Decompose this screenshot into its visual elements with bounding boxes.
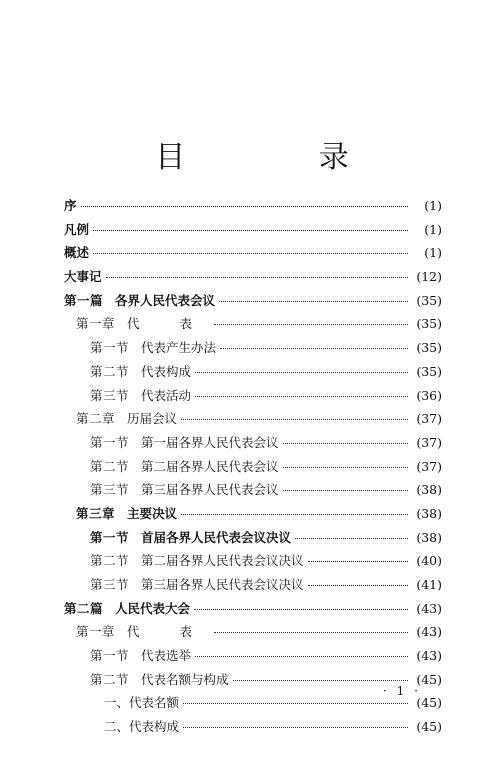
toc-page-number: (12) — [416, 269, 442, 285]
dot-leader — [220, 348, 408, 349]
toc-entry-number: 第一节 — [90, 648, 130, 664]
toc-entry-number: 第一章 — [76, 316, 116, 332]
toc-page-number: (38) — [416, 482, 442, 498]
toc-entry-title: 历届会议 — [127, 411, 178, 427]
toc-entry-section[interactable] — [64, 336, 442, 360]
toc-entry-number: 第三节 — [90, 387, 130, 403]
page-number: · 1 · — [383, 684, 421, 698]
toc-entry-section[interactable] — [64, 644, 442, 668]
toc-entry-section[interactable] — [64, 478, 442, 502]
toc-entry-number: 第二节 — [90, 458, 130, 474]
dot-leader — [195, 372, 408, 373]
toc-entry-title: 各界人民代表会议 — [115, 292, 216, 308]
toc-entry-section[interactable] — [64, 431, 442, 455]
toc-entry-number: 第一章 — [76, 624, 116, 640]
toc-entry-number: 第三节 — [90, 482, 130, 498]
toc-page-number: (45) — [416, 695, 442, 711]
dot-leader — [308, 585, 408, 586]
dot-leader — [106, 277, 408, 278]
toc-entry-number: 第二节 — [90, 671, 130, 687]
toc-entry-title: 代表构成 — [141, 363, 192, 379]
toc-entry-title: 第三届各界人民代表会议决议 — [141, 577, 304, 592]
toc-page-number: (1) — [424, 245, 442, 261]
toc-entry-subsection[interactable] — [64, 715, 442, 739]
toc-entry-part-2[interactable] — [64, 597, 442, 621]
toc-entry-section[interactable] — [64, 455, 442, 479]
toc-page-number: (38) — [416, 505, 442, 521]
dot-leader — [295, 538, 408, 539]
toc-entry-title: 主要决议 — [127, 505, 178, 521]
toc-entry-title: 概述 — [64, 245, 90, 261]
toc-entry-title: 第二届各界人民代表会议决议 — [141, 553, 304, 569]
dot-leader — [308, 561, 408, 562]
toc-page-number: (40) — [416, 553, 442, 569]
toc-entry-chronicle[interactable] — [64, 265, 442, 289]
dot-leader — [219, 301, 408, 302]
dot-leader — [195, 656, 408, 657]
toc-entry-title: 代表选举 — [141, 648, 192, 664]
dot-leader — [181, 419, 408, 420]
toc-entry-number: 第一节 — [90, 434, 130, 450]
toc-entry-number: 第二篇 — [64, 600, 104, 616]
toc-entry-number: 第一篇 — [64, 292, 104, 308]
dot-leader — [283, 490, 408, 491]
toc-page-number: (36) — [416, 387, 442, 403]
toc-page-number: (43) — [416, 648, 442, 664]
toc-page-number: (35) — [416, 292, 442, 308]
toc-entry-section[interactable] — [64, 549, 442, 573]
toc-entry-section[interactable] — [64, 526, 442, 550]
toc-entry-overview[interactable] — [64, 241, 442, 265]
toc-page-number: (35) — [416, 363, 442, 379]
toc-entry-title: 一、代表名额 — [104, 695, 180, 711]
toc-entry-number: 第一节 — [90, 340, 130, 356]
toc-entry-title: 首届各界人民代表会议决议 — [141, 529, 292, 545]
toc-page-number: (38) — [416, 529, 442, 545]
toc-entry-chapter[interactable] — [64, 407, 442, 431]
toc-entry-chapter[interactable] — [64, 502, 442, 526]
toc-entry-section[interactable] — [64, 384, 442, 408]
toc-page-number: (43) — [416, 600, 442, 616]
toc-entry-guide[interactable] — [64, 218, 442, 242]
toc-entry-preface[interactable] — [64, 194, 442, 218]
dot-leader — [81, 206, 408, 207]
toc-entry-title: 第一届各界人民代表会议 — [141, 434, 279, 450]
toc-page-number: (37) — [416, 434, 442, 450]
dot-leader — [233, 680, 408, 681]
dot-leader — [214, 324, 408, 325]
toc-entry-title: 代 表 — [127, 624, 210, 640]
dot-leader — [93, 253, 408, 254]
toc-entry-number: 第二章 — [76, 411, 116, 427]
toc-entry-number: 第三章 — [76, 505, 116, 521]
dot-leader — [283, 443, 408, 444]
dot-leader — [181, 514, 408, 515]
toc-page-number: (41) — [416, 577, 442, 592]
toc-entry-title: 大事记 — [64, 269, 102, 285]
toc-entry-chapter[interactable] — [64, 312, 442, 336]
toc-page-number: (43) — [416, 624, 442, 640]
page-title: 目 录 — [155, 140, 411, 175]
toc-entry-chapter[interactable] — [64, 620, 442, 644]
toc-entry-section[interactable] — [64, 573, 442, 597]
dot-leader — [195, 396, 408, 397]
toc-entry-title: 二、代表构成 — [104, 719, 180, 735]
dot-leader — [183, 727, 408, 728]
toc-page-number: (35) — [416, 340, 442, 356]
toc-entry-title: 凡例 — [64, 221, 90, 237]
toc-entry-part-1[interactable] — [64, 289, 442, 313]
toc-entry-title: 人民代表大会 — [115, 600, 191, 616]
toc-entry-title: 代 表 — [127, 316, 210, 332]
toc-entry-title: 代表名额与构成 — [141, 671, 229, 687]
toc-page-number: (1) — [424, 198, 442, 213]
toc-entry-number: 第二节 — [90, 553, 130, 569]
toc-entry-title: 第二届各界人民代表会议 — [141, 458, 279, 474]
toc-entry-title: 序 — [64, 198, 77, 213]
toc-entry-title: 代表产生办法 — [141, 340, 217, 356]
toc-entry-title: 第三届各界人民代表会议 — [141, 482, 279, 498]
toc-entry-section[interactable] — [64, 360, 442, 384]
dot-leader — [93, 230, 408, 231]
table-of-contents — [64, 194, 442, 739]
dot-leader — [194, 609, 408, 610]
dot-leader — [214, 632, 408, 633]
toc-entry-number: 第三节 — [90, 577, 130, 592]
toc-page-number: (35) — [416, 316, 442, 332]
toc-page-number: (45) — [416, 719, 442, 735]
toc-entry-number: 第一节 — [90, 529, 130, 545]
dot-leader — [183, 703, 408, 704]
dot-leader — [283, 467, 408, 468]
toc-page-number: (1) — [424, 221, 442, 237]
toc-entry-title: 代表活动 — [141, 387, 192, 403]
toc-page-number: (45) — [416, 671, 442, 687]
toc-entry-number: 第二节 — [90, 363, 130, 379]
toc-page-number: (37) — [416, 411, 442, 427]
toc-page-number: (37) — [416, 458, 442, 474]
